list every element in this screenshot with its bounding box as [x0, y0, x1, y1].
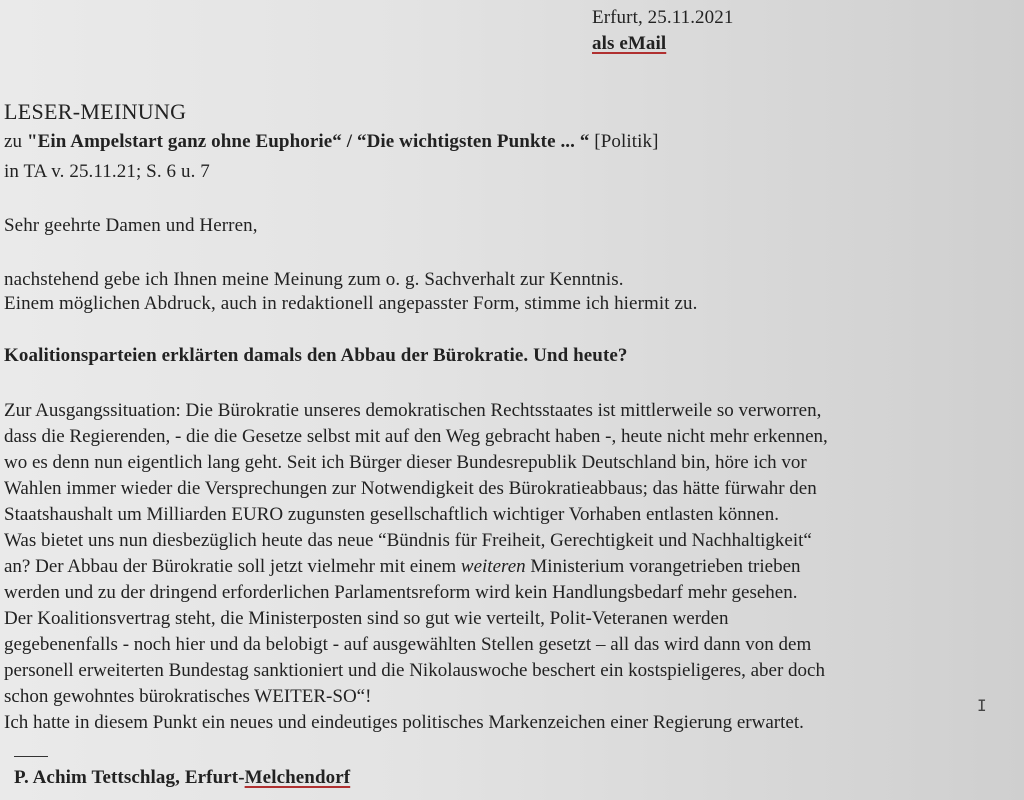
body-line — [4, 554, 1020, 580]
body-line: Zur Ausgangssituation: Die Bürokratie unseres demokratischen Rechtsstaates ist mittlerweile so verworren, — [4, 400, 822, 421]
body-line: werden und zu der dringend erforderlichen Parlamentsreform wird kein Handlungsbedarf mehr gesehen. — [4, 582, 798, 603]
intro-line: nachstehend gebe ich Ihnen meine Meinung zum o. g. Sachverhalt zur Kenntnis. — [4, 269, 624, 290]
salutation: Sehr geehrte Damen und Herren, — [4, 215, 258, 236]
reference-source: in TA v. 25.11.21; S. 6 u. 7 — [4, 161, 210, 182]
body-line: Wahlen immer wieder die Versprechungen zur Notwendigkeit des Bürokratieabbaus; das hätte fürwahr den — [4, 478, 817, 499]
signature-divider — [14, 756, 48, 757]
body-line: Ich hatte in diesem Punkt ein neues und eindeutiges politisches Markenzeichen einer Regierung erwartet. — [4, 712, 804, 733]
letter-date: Erfurt, 25.11.2021 — [592, 7, 734, 28]
body-line: Der Koalitionsvertrag steht, die Ministerposten sind so gut wie verteilt, Polit-Veteranen werden — [4, 608, 729, 629]
body-line-part: an? Der Abbau der Bürokratie soll jetzt vielmehr mit einem — [4, 556, 461, 577]
opinion-body — [4, 398, 1020, 736]
emphasized-word: weiteren — [460, 556, 526, 577]
reference-prefix: zu — [4, 131, 27, 152]
delivery-method: als eMail — [592, 33, 667, 54]
body-line: Staatshaushalt um Milliarden EURO zugunsten gesellschaftlich wichtiger Vorhaben entlasten können. — [4, 504, 779, 525]
reference-section: [Politik] — [589, 131, 659, 152]
signature-place: Melchendorf — [244, 767, 351, 788]
body-line: Was bietet uns nun diesbezüglich heute das neue “Bündnis für Freiheit, Gerechtigkeit und Nachhaltigkeit“ — [4, 530, 812, 551]
body-line: dass die Regierenden, - die die Gesetze selbst mit auf den Weg gebracht haben -, heute nicht mehr erkennen, — [4, 426, 828, 447]
reference-headlines: "Ein Ampelstart ganz ohne Euphorie“ / “Die wichtigsten Punkte ... “ — [26, 131, 590, 152]
body-line: wo es denn nun eigentlich lang geht. Seit ich Bürger dieser Bundesrepublik Deutschland bin, höre ich vor — [4, 452, 807, 473]
body-line: gegebenenfalls - noch hier und da belobigt - auf ausgewählten Stellen gesetzt – all das wird dann von dem — [4, 634, 812, 655]
article-reference — [4, 130, 659, 154]
letter-title: LESER-MEINUNG — [4, 99, 187, 124]
body-line: personell erweiterten Bundestag sanktioniert und die Nikolauswoche beschert ein kostspieligeres, aber doch — [4, 660, 825, 681]
body-line-part: Ministerium vorangetrieben trieben — [525, 556, 801, 577]
body-line: schon gewohntes bürokratisches WEITER-SO“! — [4, 686, 372, 707]
signature-name: P. Achim Tettschlag, Erfurt- — [14, 767, 245, 788]
intro-line: Einem möglichen Abdruck, auch in redaktionell angepasster Form, stimme ich hiermit zu. — [4, 293, 698, 314]
opinion-headline: Koalitionsparteien erklärten damals den Abbau der Bürokratie. Und heute? — [4, 345, 628, 366]
text-cursor-icon: I — [977, 696, 987, 715]
signature — [14, 766, 350, 790]
